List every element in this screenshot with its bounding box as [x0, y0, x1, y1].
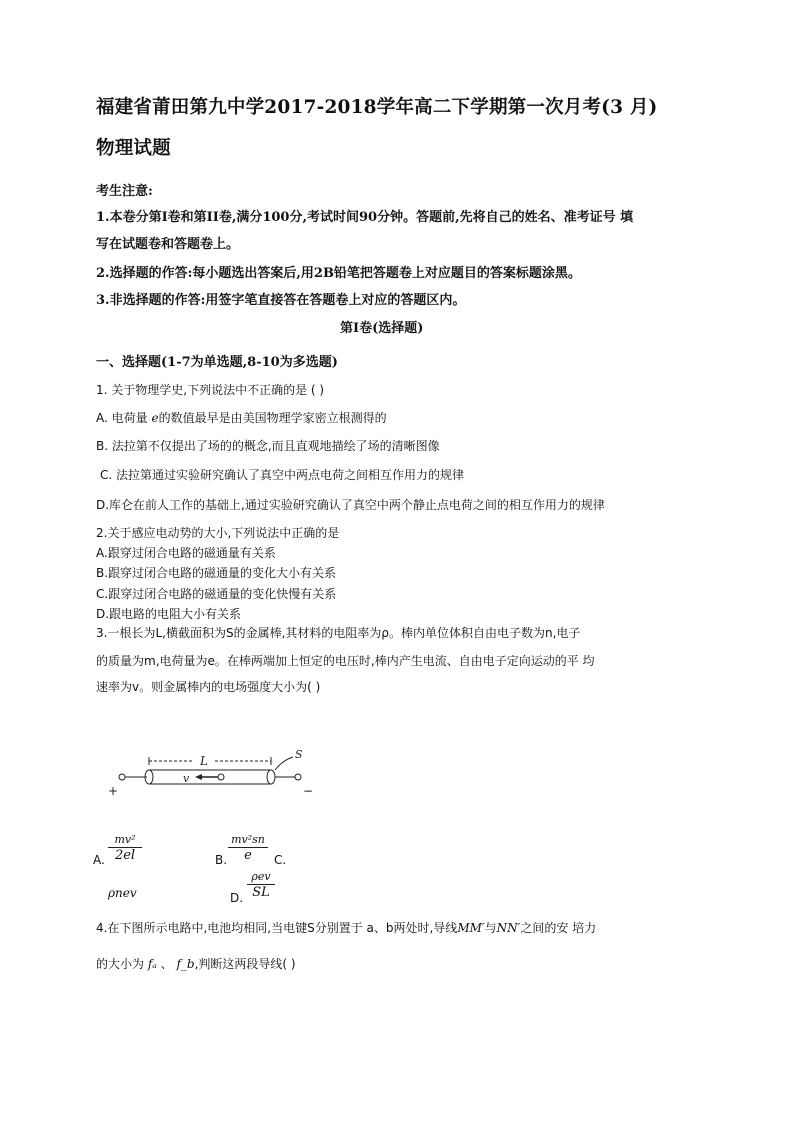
- q3-line3: 速率为v。则金属棒内的电场强度大小为( ): [96, 680, 321, 694]
- q1-option-c: C. 法拉第通过实验研究确认了真空中两点电荷之间相互作用力的规律: [100, 468, 465, 482]
- q4-line1: [96, 919, 596, 936]
- rod-right-end: [267, 770, 275, 784]
- notice-heading: 考生注意:: [96, 184, 153, 199]
- right-terminal: [295, 774, 301, 780]
- q1-stem: 1. 关于物理学史,下列说法中不正确的是 ( ): [96, 383, 325, 397]
- minus-sign: −: [303, 784, 314, 798]
- velocity-label: v: [183, 772, 190, 785]
- area-label: S: [295, 748, 303, 761]
- q4-separator: 、: [160, 957, 173, 971]
- q2-option-b: B.跟穿过闭合电路的磁通量的变化大小有关系: [96, 566, 337, 580]
- section-title: 第I卷(选择题): [340, 321, 424, 336]
- q1-option-a-prefix: A. 电荷量: [96, 411, 148, 425]
- q3-line2: 的质量为m,电荷量为e。在棒两端加上恒定的电压时,棒内产生电流、自由电子定向运动的平 均: [96, 654, 595, 668]
- q4-line1-suffix: 之间的安 培力: [520, 921, 597, 935]
- q4-line1-and: 与: [484, 921, 497, 935]
- q2-option-d: D.跟电路的电阻大小有关系: [96, 607, 242, 621]
- q4-line1-prefix: 4.在下图所示电路中,电池均相同,当电键S分别置于 a、b两处时,导线: [96, 921, 458, 935]
- q3-option-a-fraction: [108, 834, 142, 863]
- velocity-arrowhead: [195, 774, 202, 780]
- q3-option-a-numerator: mv²: [114, 833, 136, 846]
- q4-line2-suffix: ,判断这两段导线( ): [194, 957, 296, 971]
- q3-option-b-numerator: mv²sn: [231, 833, 265, 846]
- left-terminal: [119, 774, 125, 780]
- q2-stem: 2.关于感应电动势的大小,下列说法中正确的是: [96, 526, 340, 540]
- area-leader-line: [275, 757, 293, 770]
- q1-option-a-var: e: [151, 411, 159, 425]
- electron-dot: [218, 774, 224, 780]
- q3-option-d-numerator: ρev: [251, 870, 271, 883]
- q2-option-c: C.跟穿过闭合电路的磁通量的变化快慢有关系: [96, 587, 337, 601]
- q3-option-d-label: D.: [230, 891, 244, 905]
- q3-option-a-label: A.: [93, 853, 105, 867]
- q1-option-b: B. 法拉第不仅提出了场的的概念,而且直观地描绘了场的清晰图像: [96, 439, 440, 453]
- document-title-line2: 物理试题: [96, 138, 171, 159]
- q1-option-a: [96, 409, 387, 426]
- notice-item-1a: 1.本卷分第I卷和第II卷,满分100分,考试时间90分钟。答题前,先将自己的姓名、准考证号 填: [96, 210, 634, 225]
- q3-option-d-denominator: SL: [252, 885, 270, 900]
- q3-option-b-denominator: e: [244, 848, 252, 863]
- q4-wire-mm: MM′: [457, 921, 485, 935]
- length-label: L: [200, 754, 208, 768]
- plus-sign: +: [108, 784, 119, 798]
- q3-line1: 3.一根长为L,横截面积为S的金属棒,其材料的电阻率为ρ。棒内单位体积自由电子数为n,电子: [96, 626, 581, 640]
- q1-option-d: D.库仑在前人工作的基础上,通过实验研究确认了真空中两个静止点电荷之间的相互作用力的规律: [96, 498, 605, 512]
- q4-line2-prefix: 的大小为: [96, 957, 145, 971]
- notice-item-3: 3.非选择题的作答:用签字笔直接答在答题卷上对应的答题区内。: [96, 293, 466, 308]
- q3-option-b-label: B.: [215, 853, 228, 867]
- q3-option-a-denominator: 2el: [114, 848, 136, 863]
- q4-line2: [96, 955, 296, 972]
- q3-option-c-label: C.: [274, 853, 287, 867]
- document-title-line1: 福建省莆田第九中学2017-2018学年高二下学期第一次月考(3 月): [96, 97, 658, 118]
- q1-option-a-text: 的数值最早是由美国物理学家密立根测得的: [158, 411, 387, 425]
- q3-option-b-fraction: [228, 834, 268, 863]
- q3-option-d-fraction: [247, 871, 275, 900]
- notice-item-2: 2.选择题的作答:每小题选出答案后,用2B铅笔把答题卷上对应题目的答案标题涂黑。: [96, 266, 581, 281]
- q2-option-a: A.跟穿过闭合电路的磁通量有关系: [96, 546, 276, 560]
- notice-item-1b: 写在试题卷和答题卷上。: [96, 237, 240, 252]
- q4-force-a: fₐ: [147, 957, 157, 971]
- q3-rod-figure: [105, 740, 325, 800]
- q4-force-b: f_b: [176, 957, 195, 971]
- q4-wire-nn: NN′: [496, 921, 521, 935]
- part-title: 一、选择题(1-7为单选题,8-10为多选题): [96, 355, 338, 370]
- q3-option-c-expr: ρnev: [108, 886, 137, 900]
